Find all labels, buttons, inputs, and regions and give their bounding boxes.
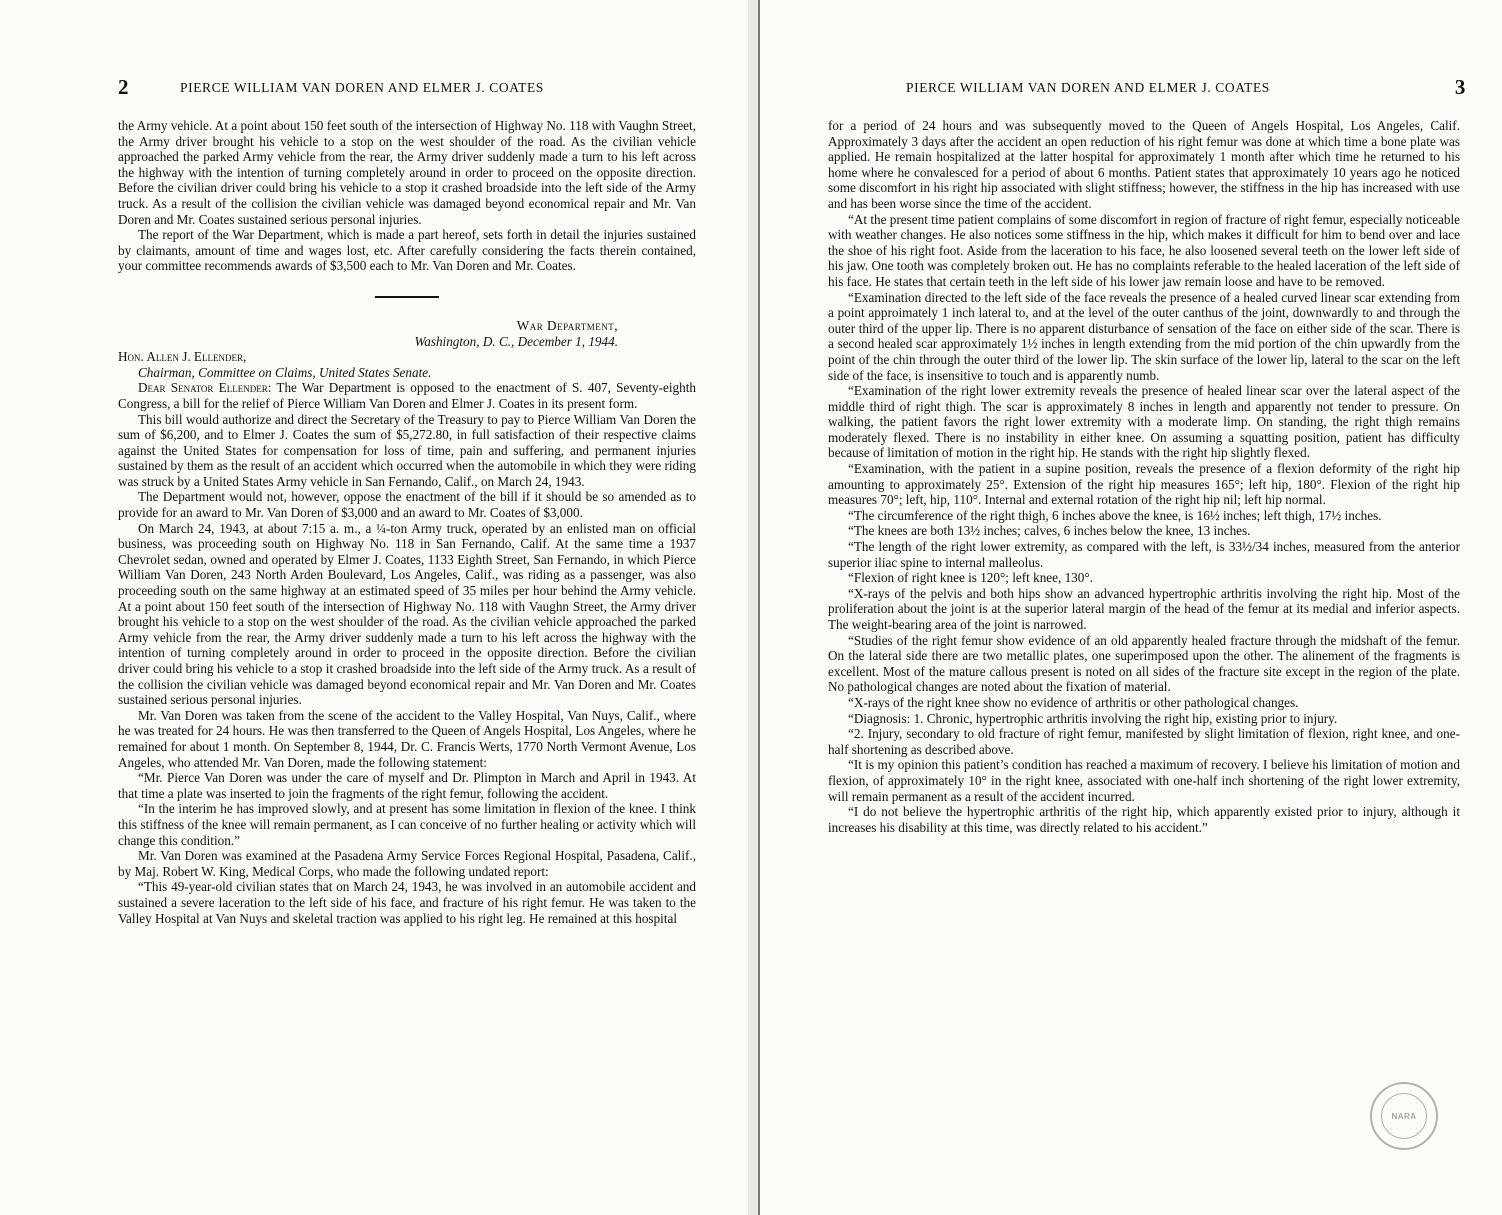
paragraph: for a period of 24 hours and was subsequently moved to the Queen of Angels Hospital, Los Angeles, Calif. Approximately 3 days after the accident an open reduction of his right femur was done at which time a bone plate was applied. He remain hospitalized at the latter hospital for approximately 1 month after which time he returned to his home where he convalesced for a period of about 6 months. Patient states that approximately 10 years ago he noticed some discomfort in his right hip associated with slight stiffness; however, the stiffness in the hip has increased with use and has been worse since the time of the accident.: [828, 118, 1460, 211]
paragraph: “In the interim he has improved slowly, and at present has some limitation in flexion of the knee. I think this stiffness of the knee will remain permanent, as I can conceive of no further healing or activity which will change this condition.”: [118, 801, 696, 848]
paragraph: “It is my opinion this patient’s condition has reached a maximum of recovery. I believe his limitation of motion and flexion, of approximately 10° in the right knee, associated with one-half inch shortening of the right lower extremity, will remain permanent as a result of the accident incurred.: [828, 757, 1460, 804]
salutation: Dear Senator Ellender:: [138, 380, 272, 396]
page-header: [118, 75, 708, 102]
paragraph: Mr. Van Doren was taken from the scene of the accident to the Valley Hospital, Van Nuys, Calif., where he was treated for 24 hours. He was then transferred to the Queen of Angels Hospital, Los Angeles, where he remained for about 1 month. On September 8, 1944, Dr. C. Francis Werts, 1770 North Vermont Avenue, Los Angeles, who attended Mr. Van Doren, made the following statement:: [118, 707, 696, 770]
page-2: [0, 0, 748, 1215]
addressee-title: Chairman, Committee on Claims, United States Senate.: [138, 364, 432, 380]
page-3: [758, 0, 1502, 1215]
paragraph: “This 49-year-old civilian states that on March 24, 1943, he was involved in an automobile accident and sustained a severe laceration to the left side of his face, and fracture of his right femur. He was taken to the Valley Hospital at Van Nuys and skeletal traction was applied to his right leg. He remained at this hospital: [118, 879, 696, 926]
paragraph: Mr. Van Doren was examined at the Pasadena Army Service Forces Regional Hospital, Pasadena, Calif., by Maj. Robert W. King, Medical Corps, who made the following undated report:: [118, 848, 696, 879]
paragraph: “Examination directed to the left side of the face reveals the presence of a healed curved linear scar extending from a point approimately 1 inch lateral to, and at the level of the outer canthus of the joint, downwardly to and through the outer third of the upper lip. There is no apparent disturbance of sensation of the face on either side of the scar. There is a second healed scar approximately 1½ inches in length extending from the mid portion of the chin upwardly from the point of the chin through the outer third of the lower lip. The skin surface of the lower lip, lateral to the scar on the left side of the face, is insensitive to touch and is apparently numb.: [828, 289, 1460, 383]
paragraph: “Diagnosis: 1. Chronic, hypertrophic arthritis involving the right hip, existing prior to injury.: [848, 710, 1338, 726]
page-number: 3: [1454, 75, 1466, 99]
running-head: PIERCE WILLIAM VAN DOREN AND ELMER J. COATES: [906, 80, 1270, 95]
stamp-label: NARA: [1381, 1093, 1427, 1139]
paragraph: “I do not believe the hypertrophic arthritis of the right hip, which apparently existed prior to injury, although it increases his disability at this time, was directly related to his accident.”: [828, 804, 1460, 835]
letterhead: [118, 318, 696, 349]
paragraph: “X-rays of the right knee show no evidence of arthritis or other pathological changes.: [848, 694, 1299, 710]
paragraph: “Examination, with the patient in a supine position, reveals the presence of a flexion deformity of the right hip amounting to approximately 25°. Extension of the right hip measures 165°; left hip, 180°. Flexion of the right hip measures 70°; left, hip, 110°. Internal and external rotation of the right hip nil; left hip normal.: [828, 461, 1460, 508]
addressee: [118, 349, 696, 380]
paragraph: the Army vehicle. At a point about 150 feet south of the intersection of Highway No. 118 with Vaughn Street, the Army driver brought his vehicle to a stop on the west shoulder of the road. As the civilian vehicle approached the parked Army vehicle from the rear, the Army driver suddenly made a turn to his left across the highway with the intention of turning completely around in order to proceed on the opposite direction. Before the civilian driver could bring his vehicle to a stop it crashed broadside into the left side of the Army truck. As a result of the collision the civilian vehicle was damaged beyond economical repair and Mr. Van Doren and Mr. Coates sustained serious personal injuries.: [118, 118, 696, 227]
opening-text: The War Department is opposed to the enactment of S. 407, Seventy-eighth Congress, a bill for the relief of Pierce William Van Doren and Elmer J. Coates in its present form.: [118, 380, 697, 411]
paragraph: “The circumference of the right thigh, 6 inches above the knee, is 16½ inches; left thigh, 17½ inches.: [848, 507, 1382, 523]
page-gutter: [748, 0, 758, 1215]
section-rule: [375, 296, 439, 298]
page-number: 2: [118, 75, 130, 99]
text-column: [828, 118, 1460, 835]
paragraph: “The length of the right lower extremity, as compared with the left, is 33½/34 inches, measured from the anterior superior iliac spine to internal malleolus.: [828, 539, 1460, 570]
paragraph: The Department would not, however, oppose the enactment of the bill if it should be so amended as to provide for an award to Mr. Van Doren of $3,000 and an award to Mr. Coates of $3,000.: [118, 489, 696, 521]
archive-stamp: [1370, 1082, 1438, 1150]
paragraph: “Studies of the right femur show evidence of an old apparently healed fracture through the midshaft of the femur. On the lateral side there are two metallic plates, one superimposed upon the other. The alinement of the fragments is excellent. Most of the mature callous present is noted on all sides of the fracture site except in the region of the plate. No pathological changes are noted about the fixation of material.: [828, 632, 1460, 695]
running-head: PIERCE WILLIAM VAN DOREN AND ELMER J. COATES: [180, 80, 544, 95]
addressee-name: Hon. Allen J. Ellender,: [118, 349, 247, 365]
paragraph: “2. Injury, secondary to old fracture of right femur, manifested by slight limitation of flexion, right knee, and one-half shortening as described above.: [828, 726, 1460, 757]
paragraph: The report of the War Department, which is made a part hereof, sets forth in detail the injuries sustained by claimants, amount of time and wages lost, etc. After carefully considering the facts therein contained, your committee recommends awards of $3,500 each to Mr. Van Doren and Mr. Coates.: [118, 227, 696, 274]
paragraph: This bill would authorize and direct the Secretary of the Treasury to pay to Pierce William Van Doren the sum of $6,200, and to Elmer J. Coates the sum of $5,272.80, in full satisfaction of their respective claims against the United States for compensation for loss of time, pain and suffering, and permanent injuries sustained by them as the result of an accident which occurred when the automobile in which they were riding was struck by a United States Army vehicle in San Fernando, Calif., on March 24, 1943.: [118, 411, 696, 489]
paragraph: “The knees are both 13½ inches; calves, 6 inches below the knee, 13 inches.: [848, 523, 1251, 539]
paragraph: “Flexion of right knee is 120°; left knee, 130°.: [848, 570, 1093, 586]
department-name: War Department,: [516, 317, 618, 333]
letter-opening: [118, 380, 696, 411]
paragraph: “X-rays of the pelvis and both hips show an advanced hypertrophic arthritis involving the right hip. Most of the proliferation about the joint is at the superior lateral margin of the head of the femur at its medial and inferior aspects. The weight-bearing area of the joint is narrowed.: [828, 585, 1460, 632]
paragraph: “At the present time patient complains of some discomfort in region of fracture of right femur, especially noticeable with weather changes. He also notices some stiffness in the hip, which makes it difficult for him to bend over and lace the shoe of his right foot. Aside from the laceration to his face, he also loosened several teeth on the lower left side of his jaw. One tooth was completely broken out. He has no complaints referable to the healed laceration of the left side of his face. He states that certain teeth in the left side of his lower jaw remain loose and have to be removed.: [828, 211, 1460, 289]
paragraph: On March 24, 1943, at about 7:15 a. m., a ¼-ton Army truck, operated by an enlisted man on official business, was proceeding south on Highway No. 118 in San Fernando, Calif. At the same time a 1937 Chevrolet sedan, owned and operated by Elmer J. Coates, 1133 Eighth Street, San Fernando, in which Pierce William Van Doren, 243 North Arden Boulevard, Los Angeles, Calif., was riding as a passenger, was also proceeding south on the same highway at an estimated speed of 35 miles per hour behind the Army vehicle. At a point about 150 feet south of the intersection of Highway No. 118 with Vaughn Street, the Army driver brought his vehicle to a stop on the west shoulder of the road. As the civilian vehicle approached the parked Army vehicle from the rear, the Army driver suddenly made a turn to his left across the highway with the intention of turning completely around in order to proceed in the opposite direction. Before the civilian driver could bring his vehicle to a stop it crashed broadside into the left side of the Army truck. As a result of the collision the civilian vehicle was damaged beyond economical repair and Mr. Van Doren and Mr. Coates sustained serious personal injuries.: [118, 520, 696, 708]
page-header: [906, 75, 1466, 102]
paragraph: “Mr. Pierce Van Doren was under the care of myself and Dr. Plimpton in March and April in 1943. At that time a plate was inserted to join the fragments of the right femur, following the accident.: [118, 770, 696, 801]
text-column: [118, 118, 696, 926]
paragraph: “Examination of the right lower extremity reveals the presence of healed linear scar over the lateral aspect of the middle third of right thigh. The scar is approximately 8 inches in length and apparently not tender to pressure. On walking, the patient favors the right lower extremity with a moderate limp. On standing, the right thigh remains moderately flexed. There is no instability in either knee. On assuming a squatting position, patient has difficulty because of limitation of motion in the right hip. He stands with the right hip slightly flexed.: [828, 383, 1460, 461]
dateline: Washington, D. C., December 1, 1944.: [414, 333, 618, 349]
